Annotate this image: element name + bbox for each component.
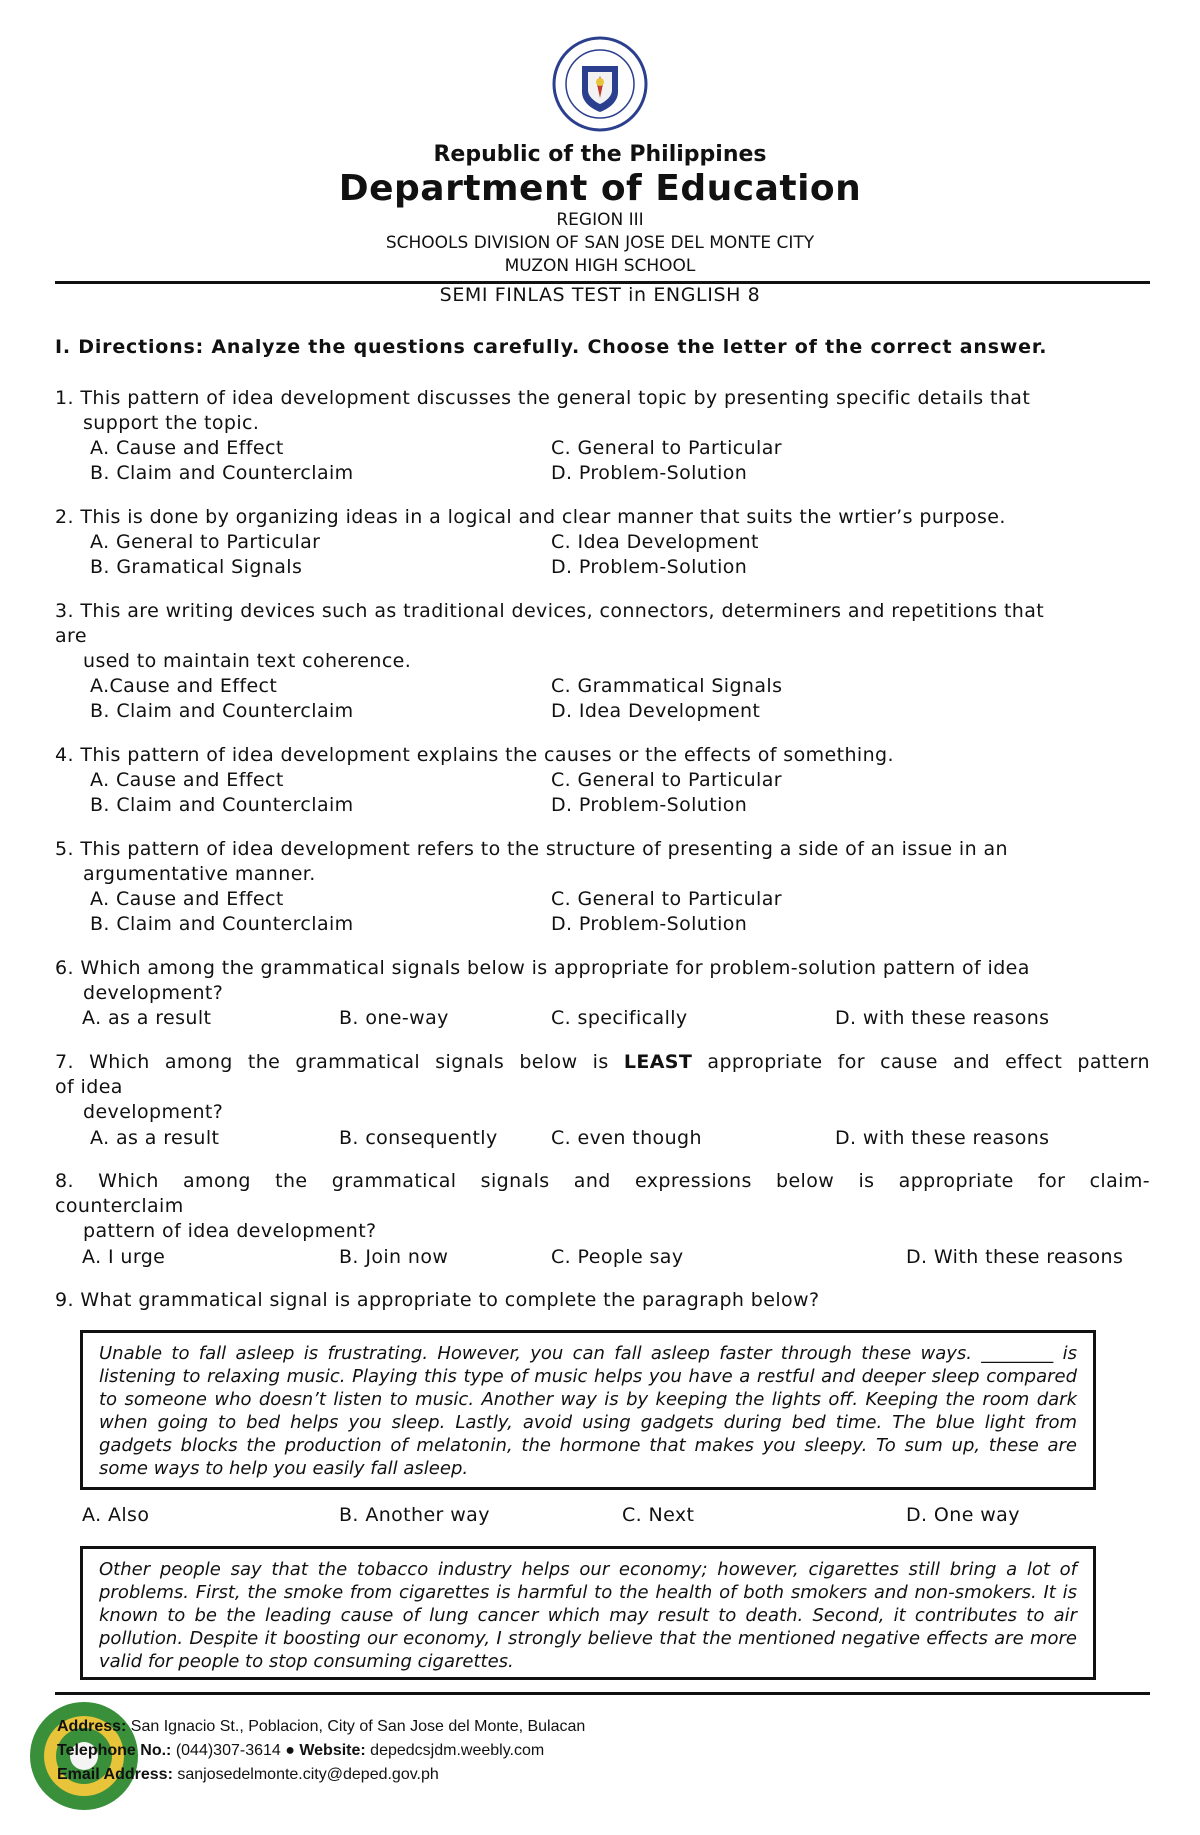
footer-address: Address: San Ignacio St., Poblacion, City of San Jose del Monte, Bulacan [57,1718,586,1735]
option-c[interactable]: C. even though [551,1127,702,1149]
option-a[interactable]: A. as a result [90,1127,220,1149]
footer-divider [55,1692,1150,1695]
option-d[interactable]: D. With these reasons [906,1246,1124,1268]
option-c[interactable]: C. Idea Development [551,531,759,553]
passage-box [80,1330,1096,1490]
question-stem-cont: support the topic. [83,412,260,434]
option-c[interactable]: C. General to Particular [551,437,782,459]
footer-contact: Telephone No.: (044)307-3614 ● Website: depedcsjdm.weebly.com [57,1742,545,1759]
option-d[interactable]: D. with these reasons [835,1007,1050,1029]
option-b[interactable]: B. Another way [339,1504,490,1526]
question-stem: 7. Which among the grammatical signals below is LEAST appropriate for cause and effect pattern [55,1051,1150,1073]
question-stem-wrap: of idea [55,1076,123,1098]
option-c[interactable]: C. People say [551,1246,684,1268]
passage-text: Unable to fall asleep is frustrating. However, you can fall asleep faster through these ways. ________ is listening to relaxing music. Playing this type of music helps you have a restful and deeper sleep compared to someone who doesn’t listen to music. Another way is by keeping the lights off. Keeping the room dark when going to bed helps you sleep. Lastly, avoid using gadgets during bed time. The blue light from gadgets blocks the production of melatonin, the hormone that makes you sleepy. To sum up, these are some ways to help you easily fall asleep. [99,1343,1077,1479]
option-c[interactable]: C. specifically [551,1007,688,1029]
deped-logo-icon [552,32,648,140]
question-stem-cont: development? [83,1101,224,1123]
school-name: MUZON HIGH SCHOOL [504,256,696,276]
question-stem-cont: development? [83,982,224,1004]
option-d[interactable]: D. with these reasons [835,1127,1050,1149]
option-b[interactable]: B. Gramatical Signals [90,556,303,578]
option-b[interactable]: B. Claim and Counterclaim [90,462,354,484]
option-a[interactable]: A. Also [82,1504,150,1526]
question-stem-cont: pattern of idea development? [83,1220,377,1242]
division-label: SCHOOLS DIVISION OF SAN JOSE DEL MONTE CITY [385,233,815,253]
option-a[interactable]: A. Cause and Effect [90,769,284,791]
region-label: REGION III [556,210,644,230]
question-2 [55,505,1150,530]
option-a[interactable]: A.Cause and Effect [90,675,278,697]
question-5 [55,837,1150,887]
passage-box-2 [80,1546,1096,1680]
least-emphasis: LEAST [623,1051,693,1073]
question-stem: 1. This pattern of idea development discusses the general topic by presenting specific details that [55,387,1031,409]
option-a[interactable]: A. Cause and Effect [90,888,284,910]
question-8 [55,1169,1150,1244]
question-stem-cont: argumentative manner. [83,863,316,885]
question-stem: 6. Which among the grammatical signals below is appropriate for problem-solution pattern of idea [55,957,1030,979]
test-title: SEMI FINLAS TEST in ENGLISH 8 [439,284,761,306]
option-b[interactable]: B. consequently [339,1127,498,1149]
directions: I. Directions: Analyze the questions carefully. Choose the letter of the correct answer. [55,336,1048,358]
question-stem: 5. This pattern of idea development refers to the structure of presenting a side of an issue in an [55,838,1008,860]
email-link[interactable]: sanjosedelmonte.city@deped.gov.ph [172,1766,439,1783]
question-stem-wrap: counterclaim [55,1195,184,1217]
question-6 [55,956,1150,1006]
option-d[interactable]: D. Problem-Solution [551,913,748,935]
question-7 [55,1050,1150,1125]
option-c[interactable]: C. General to Particular [551,769,782,791]
option-a[interactable]: A. I urge [82,1246,166,1268]
option-d[interactable]: D. Problem-Solution [551,556,748,578]
question-stem: 2. This is done by organizing ideas in a logical and clear manner that suits the wrtier’s purpose. [55,506,1006,528]
question-stem-wrap: are [55,625,87,647]
option-b[interactable]: B. Claim and Counterclaim [90,913,354,935]
question-9 [55,1288,1150,1313]
option-d[interactable]: D. Problem-Solution [551,462,748,484]
passage-text-2: Other people say that the tobacco industry helps our economy; however, cigarettes still bring a lot of problems. First, the smoke from cigarettes is harmful to the health of both smokers and non-smokers. It is known to be the leading cause of lung cancer which may result to death. Second, it contributes to air pollution. Despite it boosting our economy, I strongly believe that the mentioned negative effects are more valid for people to stop consuming cigarettes. [99,1559,1077,1672]
option-b[interactable]: B. Claim and Counterclaim [90,700,354,722]
question-stem: 9. What grammatical signal is appropriate to complete the paragraph below? [55,1289,820,1311]
option-b[interactable]: B. Claim and Counterclaim [90,794,354,816]
question-stem: 3. This are writing devices such as traditional devices, connectors, determiners and repetitions that [55,600,1045,622]
question-3 [55,599,1150,674]
question-1 [55,386,1150,436]
option-a[interactable]: A. General to Particular [90,531,321,553]
option-c[interactable]: C. General to Particular [551,888,782,910]
option-d[interactable]: D. Problem-Solution [551,794,748,816]
option-a[interactable]: A. as a result [82,1007,212,1029]
option-c[interactable]: C. Grammatical Signals [551,675,783,697]
option-b[interactable]: B. one-way [339,1007,449,1029]
question-4 [55,743,1150,768]
question-stem: 8. Which among the grammatical signals and expressions below is appropriate for claim- [55,1170,1150,1192]
option-c[interactable]: C. Next [622,1504,695,1526]
republic-label: Republic of the Philippines [433,142,767,167]
option-a[interactable]: A. Cause and Effect [90,437,284,459]
question-stem-cont: used to maintain text coherence. [83,650,412,672]
option-d[interactable]: D. One way [906,1504,1020,1526]
question-stem: 4. This pattern of idea development explains the causes or the effects of something. [55,744,894,766]
department-title: Department of Education [338,168,862,209]
website-link[interactable]: depedcsjdm.weebly.com [365,1742,545,1759]
option-d[interactable]: D. Idea Development [551,700,761,722]
option-b[interactable]: B. Join now [339,1246,449,1268]
footer-email: Email Address: sanjosedelmonte.city@deped.gov.ph [57,1766,439,1783]
